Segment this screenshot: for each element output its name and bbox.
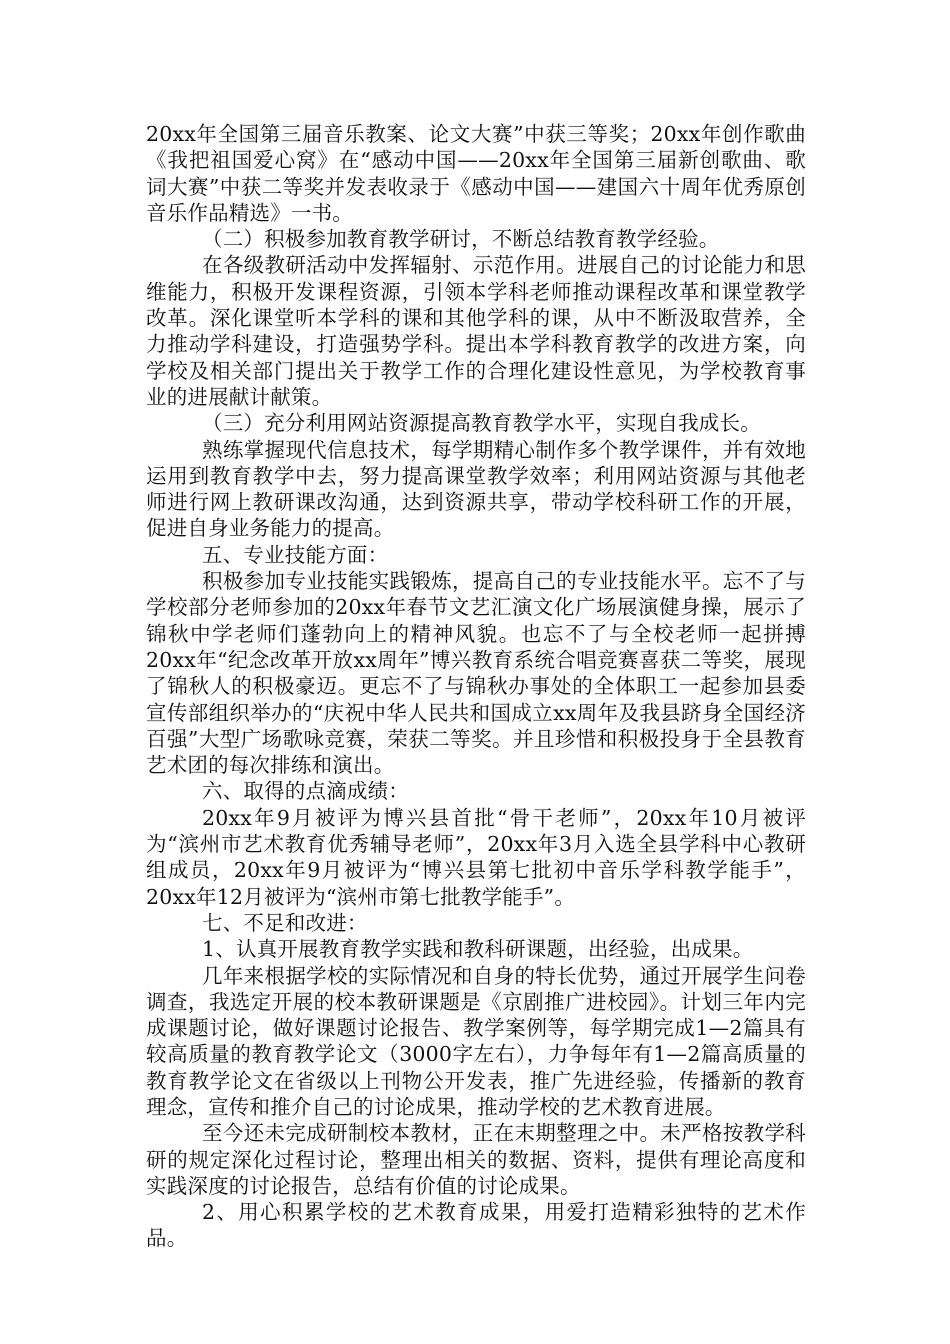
document-body (146, 121, 806, 1252)
paragraph-12: 几年来根据学校的实际情况和自身的特长优势，通过开展学生问卷调查，我选定开展的校本教研课题是《京剧推广进校园》。计划三年内完成课题讨论，做好课题讨论报告、教学案例等，每学期完成1—2篇具有较高质量的教育教学论文（3000字左右），力争每年有1—2篇高质量的教育教学论文在省级以上刊物公开发表，推广先进经验，传播新的教育理念，宣传和推介自己的讨论成果，推动学校的艺术教育进展。 (146, 963, 806, 1119)
list-item-2: 2、用心积累学校的艺术教育成果，用爱打造精彩独特的艺术作品。 (146, 1200, 806, 1251)
paragraph-3: 在各级教研活动中发挥辐射、示范作用。进展自己的讨论能力和思维能力，积极开发课程资源，引领本学科老师推动课程改革和课堂教学改革。深化课堂听本学科的课和其他学科的课，从中不断汲取营养，全力推动学科建设，打造强势学科。提出本学科教育教学的改进方案，向学校及相关部门提出关于教学工作的合理化建设性意见，为学校教育事业的进展献计献策。 (146, 253, 806, 409)
paragraph-13: 至今还未完成研制校本教材，正在末期整理之中。未严格按教学科研的规定深化过程讨论，整理出相关的数据、资料，提供有理论高度和实践深度的讨论报告，总结有价值的讨论成果。 (146, 1121, 806, 1198)
paragraph-1: 20xx年全国第三届音乐教案、论文大赛”中获三等奖；20xx年创作歌曲《我把祖国爱心窝》在“感动中国——20xx年全国第三届新创歌曲、歌词大赛”中获二等奖并发表收录于《感动中国——建国六十周年优秀原创音乐作品精选》一书。 (146, 122, 806, 225)
paragraph-5: 熟练掌握现代信息技术，每学期精心制作多个教学课件，并有效地运用到教育教学中去，努力提高课堂教学效率；利用网站资源与其他老师进行网上教研课改沟通，达到资源共享，带动学校科研工作的开展，促进自身业务能力的提高。 (146, 437, 806, 541)
section-heading-7: 七、不足和改进： (202, 910, 368, 935)
list-item-1: 1、认真开展教育教学实践和教科研课题，出经验，出成果。 (202, 937, 754, 962)
section-heading-3: （三）充分利用网站资源提高教育教学水平，实现自我成长。 (202, 411, 761, 436)
section-heading-5: 五、专业技能方面： (202, 542, 389, 567)
paragraph-9: 20xx年9月被评为博兴县首批“骨干老师”，20xx年10月被评为“滨州市艺术教育优秀辅导老师”，20xx年3月入选全县学科中心教研组成员，20xx年9月被评为“博兴县第七批初中音乐学科教学能手”，20xx年12月被评为“滨州市第七批教学能手”。 (146, 805, 806, 909)
section-heading-2: （二）积极参加教育教学研讨，不断总结教育教学经验。 (202, 227, 720, 252)
paragraph-7: 积极参加专业技能实践锻炼，提高自己的专业技能水平。忘不了与学校部分老师参加的20xx年春节文艺汇演文化广场展演健身操，展示了锦秋中学老师们蓬勃向上的精神风貌。也忘不了与全校老师一起拼搏20xx年“纪念改革开放xx周年”博兴教育系统合唱竞赛喜获二等奖，展现了锦秋人的积极豪迈。更忘不了与锦秋办事处的全体职工一起参加县委宣传部组织举办的“庆祝中华人民共和国成立xx周年及我县跻身全国经济百强”大型广场歌咏竞赛，荣获二等奖。并且珍惜和积极投身于全县教育艺术团的每次排练和演出。 (146, 569, 806, 778)
section-heading-6: 六、取得的点滴成绩： (202, 779, 409, 804)
